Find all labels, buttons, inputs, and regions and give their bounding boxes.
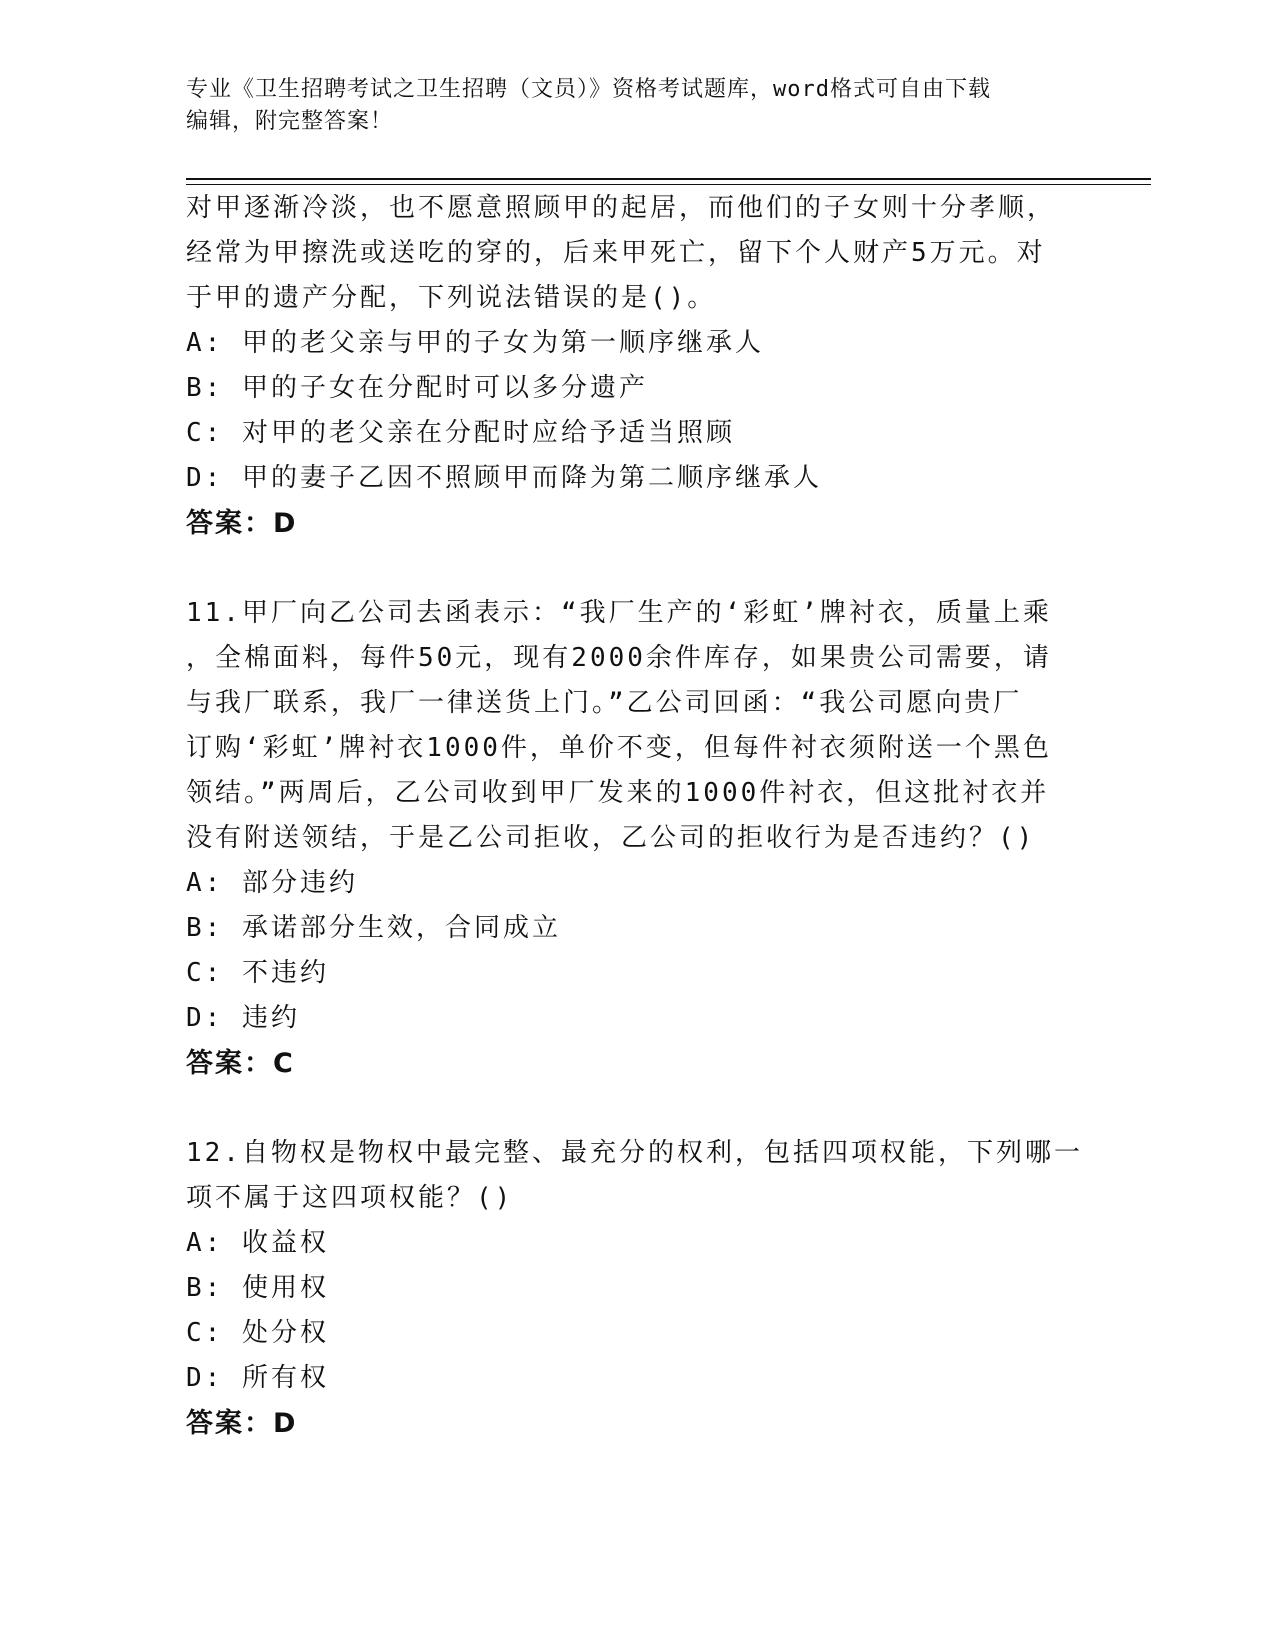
option-c: C: 不违约 — [186, 958, 329, 988]
question-stem-line: 于甲的遗产分配，下列说法错误的是()。 — [186, 283, 717, 313]
question-stem-line: 没有附送领结，于是乙公司拒收，乙公司的拒收行为是否违约？() — [186, 823, 1036, 853]
option-d: D: 违约 — [186, 1003, 300, 1033]
header-divider — [186, 178, 1151, 185]
header-line: 专业《卫生招聘考试之卫生招聘（文员）》资格考试题库，word格式可自由下载 — [186, 77, 991, 102]
question-block — [186, 186, 1086, 546]
question-stem-line: 与我厂联系，我厂一律送货上门。”乙公司回函：“我公司愿向贵厂 — [186, 688, 1023, 718]
question-block — [186, 591, 1086, 1086]
question-stem-line: ，全棉面料，每件50元，现有2000余件库存，如果贵公司需要，请 — [186, 643, 1052, 673]
option-d: D: 甲的妻子乙因不照顾甲而降为第二顺序继承人 — [186, 463, 822, 493]
option-c: C: 处分权 — [186, 1318, 329, 1348]
question-stem-line: 对甲逐渐冷淡，也不愿意照顾甲的起居，而他们的子女则十分孝顺， — [186, 193, 1057, 223]
option-c: C: 对甲的老父亲在分配时应给予适当照顾 — [186, 418, 735, 448]
question-stem-line: 领结。”两周后，乙公司收到甲厂发来的1000件衬衣，但这批衬衣并 — [186, 778, 1050, 808]
option-b: B: 甲的子女在分配时可以多分遗产 — [186, 373, 648, 403]
answer-line: 答案：D — [186, 508, 298, 539]
option-b: B: 使用权 — [186, 1273, 329, 1303]
question-list — [186, 186, 1086, 1446]
spacer — [186, 1086, 1086, 1131]
option-b: B: 承诺部分生效，合同成立 — [186, 913, 561, 943]
question-stem-line: 12.自物权是物权中最完整、最充分的权利，包括四项权能，下列哪一 — [186, 1138, 1083, 1168]
question-stem-line: 经常为甲擦洗或送吃的穿的，后来甲死亡，留下个人财产5万元。对 — [186, 238, 1046, 268]
page-header — [186, 74, 1066, 138]
question-stem-line: 订购‘彩虹’牌衬衣1000件，单价不变，但每件衬衣须附送一个黑色 — [186, 733, 1052, 763]
question-stem-line: 项不属于这四项权能？() — [186, 1183, 514, 1213]
question-stem-line: 11.甲厂向乙公司去函表示：“我厂生产的‘彩虹’牌衬衣，质量上乘 — [186, 598, 1052, 628]
option-a: A: 甲的老父亲与甲的子女为第一顺序继承人 — [186, 328, 764, 358]
answer-line: 答案：C — [186, 1048, 295, 1079]
option-a: A: 部分违约 — [186, 868, 358, 898]
header-line: 编辑，附完整答案！ — [186, 109, 394, 134]
question-block — [186, 1131, 1086, 1446]
option-a: A: 收益权 — [186, 1228, 329, 1258]
spacer — [186, 546, 1086, 591]
option-d: D: 所有权 — [186, 1363, 329, 1393]
answer-line: 答案：D — [186, 1408, 298, 1439]
